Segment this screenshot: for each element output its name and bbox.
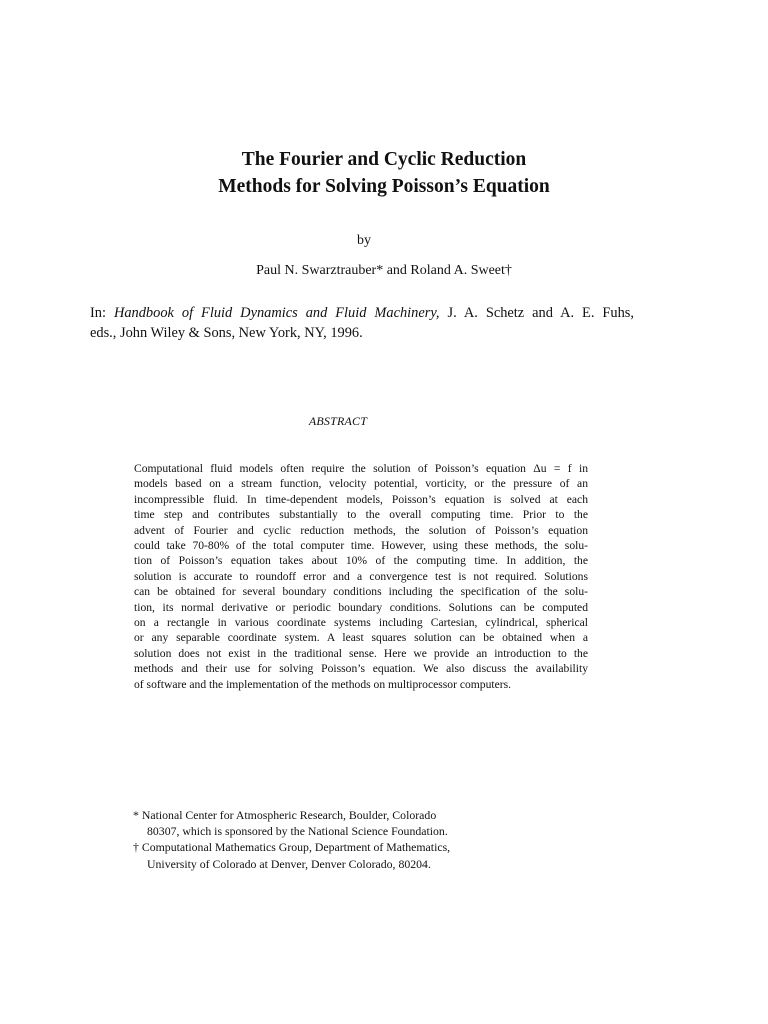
abstract-line: solution is accurate to roundoff error and a convergence test is not required. Solutions	[134, 569, 588, 583]
authors-line: Paul N. Swarztrauber* and Roland A. Sweet†	[256, 263, 512, 278]
abstract-line: methods and their use for solving Poisson’s equation. We also discuss the availability	[134, 662, 588, 676]
title-line-2: Methods for Solving Poisson’s Equation	[218, 176, 550, 197]
abstract-line: of software and the implementation of the methods on multiprocessor computers.	[134, 677, 512, 691]
abstract-line: on a rectangle in various coordinate systems including Cartesian, cylindrical, spherical	[134, 616, 588, 630]
abstract-line: can be obtained for several boundary conditions including the specification of the solu-	[134, 585, 588, 599]
citation-line-1	[90, 303, 634, 323]
footnote-ncar-line-2: 80307, which is sponsored by the National Science Foundation.	[147, 824, 448, 839]
abstract-body	[134, 461, 588, 692]
abstract-line: or any separable coordinate system. A least squares solution can be obtained when a	[134, 631, 588, 645]
by-label: by	[357, 233, 371, 248]
abstract-line: models based on a stream function, velocity potential, vorticity, or the pressure of an	[134, 477, 588, 491]
title-line-1: The Fourier and Cyclic Reduction	[241, 149, 527, 170]
abstract-line: time step and contributes substantially to the overall computing time. Prior to the	[134, 508, 588, 522]
abstract-line: could take 70-80% of the total computer time. However, using these methods, the solu-	[134, 539, 588, 553]
paper-title	[0, 146, 768, 200]
abstract-line: tion, its normal derivative or periodic boundary conditions. Solutions can be computed	[134, 600, 588, 614]
abstract-line: solution does not exist in the traditional sense. Here we provide an introduction to the	[134, 646, 588, 660]
citation-line-2: eds., John Wiley & Sons, New York, NY, 1996.	[90, 325, 363, 341]
abstract-line: tion of Poisson’s equation takes about 10% of the computing time. In addition, the	[134, 554, 588, 568]
citation-book-title: Handbook of Fluid Dynamics and Fluid Machinery,	[113, 305, 440, 321]
abstract-heading: ABSTRACT	[308, 414, 368, 428]
abstract-line: advent of Fourier and cyclic reduction methods, the solution of Poisson’s equation	[134, 523, 588, 537]
abstract-line: Computational fluid models often require the solution of Poisson’s equation Δu = f in	[134, 462, 588, 475]
footnote-cu-line-2: University of Colorado at Denver, Denver Colorado, 80204.	[147, 856, 431, 871]
abstract-line: incompressible fluid. In time-dependent models, Poisson’s equation is solved at each	[134, 492, 588, 506]
footnote-ncar-line-1: * National Center for Atmospheric Research, Boulder, Colorado	[133, 808, 437, 822]
citation-editors: J. A. Schetz and A. E. Fuhs,	[439, 305, 634, 321]
footnotes	[133, 807, 450, 872]
footnote-cu-line-1: † Computational Mathematics Group, Department of Mathematics,	[133, 840, 451, 855]
citation	[90, 303, 634, 343]
citation-prefix: In:	[90, 305, 114, 321]
